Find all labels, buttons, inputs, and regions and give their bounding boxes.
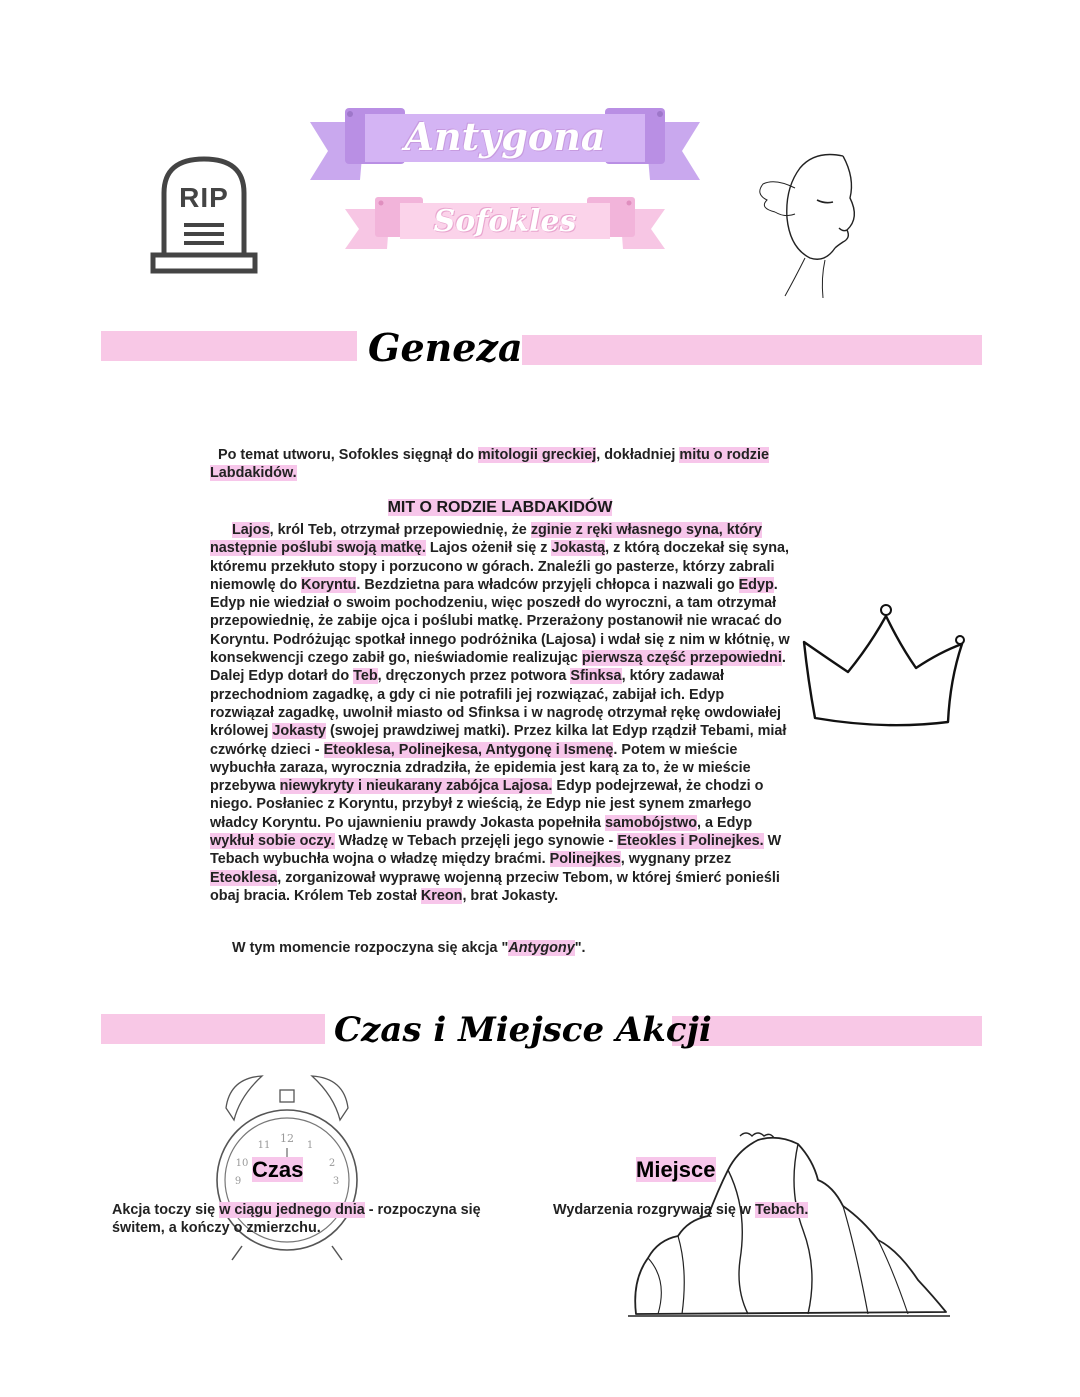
myth-highlight: wykłuł sobie oczy.	[210, 833, 335, 850]
myth-paragraph	[210, 521, 792, 905]
svg-text:1: 1	[306, 1140, 314, 1151]
myth-highlight: Lajos	[232, 522, 270, 538]
myth-text: , a Edyp	[696, 814, 753, 831]
gravestone-icon	[148, 155, 260, 277]
myth-highlight: Sfinksa	[570, 668, 622, 685]
myth-text: , król Teb, otrzymał przepowiednię, że	[269, 522, 531, 538]
face-sketch-icon	[755, 148, 865, 300]
highlight-jednego-dnia: w ciągu jednego dnia	[219, 1202, 365, 1218]
myth-highlight: Jokastą	[551, 540, 606, 557]
svg-text:2: 2	[328, 1158, 336, 1169]
highlight-tebach: Tebach.	[755, 1202, 809, 1218]
svg-text:12: 12	[280, 1132, 294, 1145]
geneza-bar-right	[522, 335, 982, 365]
czas-text: Akcja toczy się w ciągu jednego dnia - rozpoczyna się świtem, a kończy o zmierzchu.	[112, 1202, 481, 1237]
highlight-mit: mitu o rodzie Labdakidów.	[210, 447, 769, 482]
myth-highlight: Eteoklesa	[210, 869, 278, 886]
myth-highlight: zginie z ręki własnego syna, który następnie poślubi swoją matkę.	[210, 522, 762, 557]
miejsce-label: Miejsce	[636, 1157, 716, 1182]
myth-text: Lajos ożenił się z	[425, 540, 552, 557]
myth-text: , zorganizował wyprawę wojenną przeciw Tebom, w której śmierć ponieśli obaj bracia. Królem Teb został	[210, 869, 780, 904]
highlight-mitologia: mitologii greckiej	[477, 447, 597, 463]
czas-bar-right	[672, 1016, 982, 1046]
svg-text:3: 3	[332, 1176, 340, 1187]
myth-highlight: Edyp	[738, 576, 774, 593]
czas-label: Czas	[252, 1157, 304, 1182]
intro-paragraph: Po temat utworu, Sofokles sięgnął do mitologii greckiej, dokładniej mitu o rodzie Labdakidów.	[210, 447, 769, 482]
myth-text: , który zadawał przechodniom zagadkę, a gdy ci nie potrafili jej rozwiązać, zabijał ich. Edyp rozwiązał zagadkę, uwolnił miasto od Sfinksa i w nagrodę otrzymał rękę owdowiałej królowej	[210, 668, 781, 740]
myth-highlight: Koryntu	[301, 576, 357, 593]
myth-highlight: Jokasty	[272, 723, 326, 740]
myth-text: . Potem w mieście wybuchła zaraza, wyrocznia zdradziła, że epidemia jest karą za to, że w mieście przebywa	[210, 741, 751, 795]
svg-text:11: 11	[257, 1140, 271, 1151]
myth-highlight: samobójstwo	[605, 814, 697, 831]
myth-highlight: Eteokles i Polinejkes.	[617, 833, 764, 850]
myth-text: . Edyp nie wiedział o swoim pochodzeniu, więc poszedł do wyroczni, a tam otrzymał przepowiednię, że zabije ojca i poślubi matkę. Przerażony postanowił nie wracać do Koryntu. Podróżując spotkał innego podróżnika (Lajosa) i wdał się z nim w kłótnię, w konsekwencji czego zabił go, nieświadomie realizując	[210, 576, 790, 667]
myth-text: , wygnany przez	[620, 851, 732, 868]
svg-text:10: 10	[235, 1158, 249, 1169]
crown-icon	[800, 600, 970, 730]
myth-text: , brat Jokasty.	[462, 887, 559, 904]
myth-text: Edyp podejrzewał, że chodzi o niego. Posłaniec z Koryntu, przybył z wieścią, że Edyp nie jest synem zmarłego władcy Koryntu. Po ujawnieniu prawdy Jokasta popełniła	[210, 778, 764, 831]
myth-highlight: niewykryty i nieukarany zabójca Lajosa.	[279, 778, 553, 795]
czas-miejsce-heading: Czas i Miejsce Akcji	[334, 1010, 712, 1050]
myth-text: . Bezdzietna para władców przyjęli chłopca i nazwali go	[356, 576, 739, 593]
highlight-antygony: Antygony	[508, 940, 575, 956]
myth-highlight: Kreon	[420, 887, 463, 904]
myth-highlight: Eteoklesa, Polinejkesa, Antygonę i Ismenę	[323, 741, 614, 758]
closing-line: W tym momencie rozpoczyna się akcja "Antygony".	[232, 940, 586, 956]
geneza-heading: Geneza	[368, 325, 523, 370]
myth-text: . Dalej Edyp dotarł do	[210, 650, 786, 685]
myth-text: (swojej prawdziwej matki). Przez kilka lat Edyp rządził Tebami, miał czwórkę dzieci -	[210, 723, 787, 758]
svg-text:9: 9	[234, 1176, 242, 1187]
title-text: Antygona	[404, 114, 606, 159]
myth-text: W Tebach wybuchła wojna o władzę między braćmi.	[210, 833, 782, 868]
rip-text: RIP	[179, 182, 229, 213]
myth-title: MIT O RODZIE LABDAKIDÓW	[387, 499, 613, 516]
myth-highlight: Teb	[353, 668, 378, 685]
myth-text: , z którą doczekał się syna, któremu przekłuto stopy i porzucono w górach. Znaleźli go pasterze, którzy zabrali niemowlę do	[210, 540, 790, 593]
author-text: Sofokles	[433, 204, 577, 239]
myth-text: , dręczonych przez potwora	[377, 668, 571, 685]
myth-highlight: Polinejkes	[549, 851, 621, 868]
myth-highlight: pierwszą część przepowiedni	[581, 650, 782, 667]
czas-bar-left	[101, 1014, 325, 1044]
geneza-bar-left	[101, 331, 357, 361]
myth-text: Władzę w Tebach przejęli jego synowie -	[334, 833, 618, 850]
miejsce-text: Wydarzenia rozgrywają się w Tebach.	[553, 1202, 809, 1218]
